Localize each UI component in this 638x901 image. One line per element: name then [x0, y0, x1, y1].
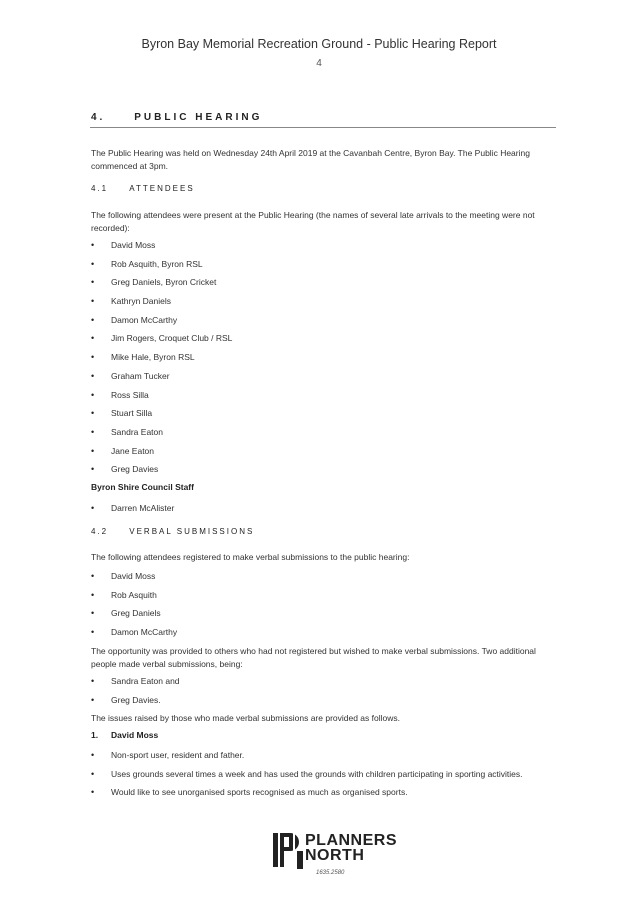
list-item: • Darren McAlister — [91, 502, 551, 521]
attendees-list — [91, 239, 551, 482]
list-item: • Kathryn Daniels — [91, 295, 551, 314]
list-item: • Rob Asquith, Byron RSL — [91, 258, 551, 277]
list-item: • Sandra Eaton and — [91, 675, 551, 694]
list-item: • Jim Rogers, Croquet Club / RSL — [91, 332, 551, 351]
list-item: • Mike Hale, Byron RSL — [91, 351, 551, 370]
report-header-title: Byron Bay Memorial Recreation Ground - Public Hearing Report — [141, 37, 497, 51]
planners-north-emblem-icon — [271, 827, 305, 871]
section-title: PUBLIC HEARING — [134, 112, 263, 123]
list-item: • Greg Daniels — [91, 607, 551, 626]
subsection-heading-verbal — [91, 527, 254, 536]
list-item: • Greg Davies — [91, 463, 551, 482]
list-item: • David Moss — [91, 570, 551, 589]
submission-number: 1. — [91, 730, 99, 740]
list-item: • Greg Davies. — [91, 694, 551, 713]
logo-line-1: PLANNERS — [305, 832, 398, 849]
list-item: • Graham Tucker — [91, 370, 551, 389]
opportunity-text: The opportunity was provided to others who had not registered but wished to make verbal submissions. Two additional people made verbal submissions, being: — [91, 646, 536, 669]
verbal-intro: The following attendees registered to make verbal submissions to the public hearing: — [91, 552, 410, 562]
staff-list — [91, 502, 551, 521]
submission-points — [91, 749, 551, 805]
submission-name: David Moss — [111, 730, 159, 740]
staff-label: Byron Shire Council Staff — [91, 482, 194, 492]
list-item: • Ross Silla — [91, 389, 551, 408]
issues-intro: The issues raised by those who made verbal submissions are provided as follows. — [91, 713, 400, 723]
logo-line-2: NORTH — [305, 847, 365, 864]
logo-wordmark — [305, 833, 397, 863]
section-heading — [91, 112, 262, 123]
list-item: • Damon McCarthy — [91, 626, 551, 645]
list-item: • Greg Daniels, Byron Cricket — [91, 276, 551, 295]
section-divider — [90, 127, 556, 128]
list-item: • Stuart Silla — [91, 407, 551, 426]
verbal-list — [91, 570, 551, 645]
attendees-intro: The following attendees were present at the Public Hearing (the names of several late arrivals to the meeting were not recorded): — [91, 210, 535, 233]
subsection-heading-attendees — [91, 184, 195, 193]
list-item: • Would like to see unorganised sports recognised as much as organised sports. — [91, 786, 551, 805]
list-item: • Jane Eaton — [91, 445, 551, 464]
logo-reference: 1635.2580 — [316, 870, 345, 876]
section-intro: The Public Hearing was held on Wednesday 24th April 2019 at the Cavanbah Centre, Byron Bay. The Public Hearing commenced at 3pm. — [91, 148, 530, 171]
list-item: • Rob Asquith — [91, 589, 551, 608]
subsection-title: VERBAL SUBMISSIONS — [129, 527, 255, 536]
list-item: • Uses grounds several times a week and has used the grounds with children participating in sporting activities. — [91, 768, 551, 787]
list-item: • Damon McCarthy — [91, 314, 551, 333]
submission-heading — [91, 730, 158, 740]
additional-list — [91, 675, 551, 712]
list-item: • Non-sport user, resident and father. — [91, 749, 551, 768]
subsection-number: 4.1 — [91, 184, 109, 193]
list-item: • Sandra Eaton — [91, 426, 551, 445]
section-number: 4. — [91, 112, 106, 123]
page-number: 4 — [316, 58, 322, 69]
subsection-number: 4.2 — [91, 527, 109, 536]
list-item: • David Moss — [91, 239, 551, 258]
subsection-title: ATTENDEES — [129, 184, 195, 193]
